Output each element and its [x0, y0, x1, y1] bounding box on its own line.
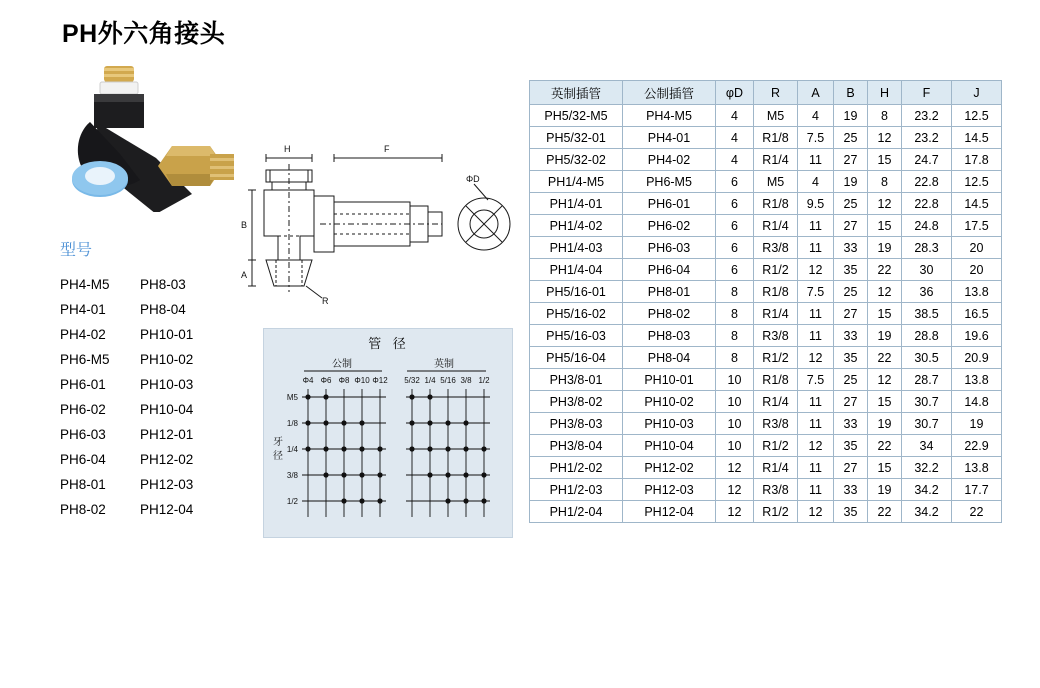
table-cell: 35	[834, 501, 868, 523]
table-cell: R1/8	[754, 127, 798, 149]
svg-text:1/4: 1/4	[286, 445, 298, 454]
table-cell: PH8-02	[623, 303, 716, 325]
table-cell: 25	[834, 369, 868, 391]
table-row	[530, 413, 1002, 435]
svg-text:5/32: 5/32	[404, 376, 420, 385]
table-cell: PH4-02	[623, 149, 716, 171]
svg-text:1/4: 1/4	[424, 376, 436, 385]
table-cell: 30	[902, 259, 952, 281]
table-cell: 11	[798, 413, 834, 435]
table-cell: PH6-03	[623, 237, 716, 259]
table-cell: 17.5	[952, 215, 1002, 237]
model-code: PH10-01	[140, 327, 194, 342]
table-row	[530, 347, 1002, 369]
table-cell: 22.8	[902, 171, 952, 193]
model-code: PH6-04	[60, 452, 106, 467]
table-cell: 30.5	[902, 347, 952, 369]
model-code: PH12-04	[140, 502, 194, 517]
table-cell: 11	[798, 479, 834, 501]
table-cell: R1/4	[754, 457, 798, 479]
table-cell: R1/2	[754, 435, 798, 457]
table-cell: 25	[834, 193, 868, 215]
table-row	[530, 259, 1002, 281]
svg-text:1/2: 1/2	[478, 376, 490, 385]
model-code: PH10-02	[140, 352, 194, 367]
table-cell: 22	[952, 501, 1002, 523]
table-row	[530, 127, 1002, 149]
table-body	[530, 105, 1002, 523]
table-cell: R1/2	[754, 501, 798, 523]
table-cell: PH1/4-03	[530, 237, 623, 259]
table-cell: PH5/32-M5	[530, 105, 623, 127]
table-cell: 12	[868, 369, 902, 391]
table-cell: PH3/8-03	[530, 413, 623, 435]
table-cell: 12	[716, 479, 754, 501]
table-cell: 34	[902, 435, 952, 457]
model-code: PH8-01	[60, 477, 106, 492]
table-cell: 22	[868, 259, 902, 281]
model-code: PH8-03	[140, 277, 186, 292]
table-cell: 10	[716, 413, 754, 435]
table-cell: 25	[834, 281, 868, 303]
table-cell: PH1/4-04	[530, 259, 623, 281]
table-cell: R3/8	[754, 479, 798, 501]
table-cell: 12	[868, 127, 902, 149]
svg-text:B: B	[241, 220, 248, 230]
column-header: A	[798, 81, 834, 105]
svg-text:A: A	[241, 270, 248, 280]
svg-text:5/16: 5/16	[440, 376, 456, 385]
table-cell: PH8-04	[623, 347, 716, 369]
table-row	[530, 193, 1002, 215]
table-cell: 34.2	[902, 501, 952, 523]
list-item	[60, 372, 260, 397]
svg-text:径: 径	[273, 451, 283, 462]
column-header: B	[834, 81, 868, 105]
model-code: PH8-04	[140, 302, 186, 317]
table-cell: R1/4	[754, 149, 798, 171]
table-cell: PH1/2-04	[530, 501, 623, 523]
table-cell: 12	[798, 501, 834, 523]
column-header: 公制插管	[623, 81, 716, 105]
table-cell: 34.2	[902, 479, 952, 501]
model-code: PH12-03	[140, 477, 194, 492]
model-code: PH6-01	[60, 377, 106, 392]
list-item	[60, 422, 260, 447]
table-cell: 27	[834, 149, 868, 171]
table-cell: 33	[834, 237, 868, 259]
table-row	[530, 303, 1002, 325]
svg-text:H: H	[284, 144, 291, 154]
svg-text:公制: 公制	[332, 359, 352, 370]
table-cell: 12	[798, 259, 834, 281]
table-cell: PH8-03	[623, 325, 716, 347]
table-cell: 27	[834, 303, 868, 325]
table-cell: R3/8	[754, 237, 798, 259]
table-cell: R3/8	[754, 413, 798, 435]
table-row	[530, 215, 1002, 237]
table-cell: 12	[716, 501, 754, 523]
table-cell: PH6-M5	[623, 171, 716, 193]
table-cell: 30.7	[902, 413, 952, 435]
table-cell: 11	[798, 215, 834, 237]
list-item	[60, 497, 260, 522]
table-cell: 13.8	[952, 369, 1002, 391]
list-item	[60, 347, 260, 372]
table-cell: 16.5	[952, 303, 1002, 325]
table-row	[530, 105, 1002, 127]
table-cell: M5	[754, 105, 798, 127]
table-cell: 6	[716, 237, 754, 259]
table-cell: 8	[716, 281, 754, 303]
table-cell: PH5/16-02	[530, 303, 623, 325]
model-code: PH4-01	[60, 302, 106, 317]
table-cell: 27	[834, 457, 868, 479]
svg-text:Φ8: Φ8	[338, 376, 350, 385]
table-cell: 36	[902, 281, 952, 303]
list-item	[60, 447, 260, 472]
table-row	[530, 325, 1002, 347]
table-cell: 7.5	[798, 281, 834, 303]
table-cell: 10	[716, 391, 754, 413]
svg-text:Φ10: Φ10	[354, 376, 370, 385]
table-cell: PH1/2-03	[530, 479, 623, 501]
svg-text:Φ4: Φ4	[302, 376, 314, 385]
table-row	[530, 149, 1002, 171]
table-cell: 22	[868, 501, 902, 523]
table-header-row	[530, 81, 1002, 105]
table-cell: PH5/16-01	[530, 281, 623, 303]
table-cell: 13.8	[952, 457, 1002, 479]
table-cell: 30.7	[902, 391, 952, 413]
table-cell: PH3/8-04	[530, 435, 623, 457]
list-item	[60, 322, 260, 347]
table-cell: 22.9	[952, 435, 1002, 457]
table-cell: 19	[952, 413, 1002, 435]
table-cell: 6	[716, 171, 754, 193]
table-cell: R1/4	[754, 215, 798, 237]
table-cell: 9.5	[798, 193, 834, 215]
model-code: PH12-01	[140, 427, 194, 442]
model-code: PH12-02	[140, 452, 194, 467]
table-cell: 24.7	[902, 149, 952, 171]
table-cell: 8	[868, 105, 902, 127]
table-cell: PH12-03	[623, 479, 716, 501]
table-cell: 33	[834, 479, 868, 501]
table-cell: 12.5	[952, 105, 1002, 127]
table-cell: 6	[716, 193, 754, 215]
table-cell: 28.7	[902, 369, 952, 391]
table-cell: 14.5	[952, 127, 1002, 149]
table-cell: 10	[716, 369, 754, 391]
table-cell: 25	[834, 127, 868, 149]
table-cell: PH3/8-01	[530, 369, 623, 391]
svg-text:F: F	[384, 144, 390, 154]
table-cell: PH12-04	[623, 501, 716, 523]
column-header: H	[868, 81, 902, 105]
table-cell: 4	[798, 105, 834, 127]
svg-text:1/2: 1/2	[286, 497, 298, 506]
table-cell: 11	[798, 237, 834, 259]
product-photo	[60, 62, 250, 212]
svg-text:3/8: 3/8	[460, 376, 472, 385]
table-cell: PH1/2-02	[530, 457, 623, 479]
table-cell: 8	[868, 171, 902, 193]
svg-text:英制: 英制	[434, 359, 454, 370]
table-cell: 35	[834, 259, 868, 281]
table-cell: 14.8	[952, 391, 1002, 413]
table-cell: PH1/4-01	[530, 193, 623, 215]
table-cell: 27	[834, 391, 868, 413]
svg-text:3/8: 3/8	[286, 471, 298, 480]
table-row	[530, 391, 1002, 413]
table-cell: PH1/4-02	[530, 215, 623, 237]
table-cell: 38.5	[902, 303, 952, 325]
svg-text:牙: 牙	[273, 437, 283, 448]
table-cell: PH5/32-01	[530, 127, 623, 149]
column-header: J	[952, 81, 1002, 105]
model-code: PH8-02	[60, 502, 106, 517]
table-cell: 8	[716, 347, 754, 369]
table-cell: PH10-04	[623, 435, 716, 457]
model-code: PH4-M5	[60, 277, 110, 292]
table-cell: 23.2	[902, 105, 952, 127]
table-cell: 24.8	[902, 215, 952, 237]
table-cell: 23.2	[902, 127, 952, 149]
table-cell: 22.8	[902, 193, 952, 215]
table-cell: 11	[798, 303, 834, 325]
pipe-diameter-chart	[263, 328, 513, 538]
table-cell: PH3/8-02	[530, 391, 623, 413]
table-cell: 15	[868, 215, 902, 237]
table-cell: 4	[716, 149, 754, 171]
table-cell: 28.3	[902, 237, 952, 259]
table-cell: PH5/16-04	[530, 347, 623, 369]
table-cell: PH8-01	[623, 281, 716, 303]
table-cell: 12	[798, 435, 834, 457]
svg-text:1/8: 1/8	[286, 419, 298, 428]
table-cell: 20.9	[952, 347, 1002, 369]
table-cell: 7.5	[798, 369, 834, 391]
table-cell: 33	[834, 325, 868, 347]
list-item	[60, 272, 260, 297]
table-cell: R1/4	[754, 391, 798, 413]
table-row	[530, 171, 1002, 193]
table-cell: 19	[868, 479, 902, 501]
table-cell: R1/8	[754, 281, 798, 303]
table-cell: 20	[952, 237, 1002, 259]
table-cell: 33	[834, 413, 868, 435]
model-code: PH4-02	[60, 327, 106, 342]
table-cell: 35	[834, 435, 868, 457]
table-cell: PH10-01	[623, 369, 716, 391]
table-cell: 13.8	[952, 281, 1002, 303]
list-item	[60, 397, 260, 422]
table-cell: 8	[716, 303, 754, 325]
table-row	[530, 501, 1002, 523]
table-cell: 12.5	[952, 171, 1002, 193]
table-row	[530, 281, 1002, 303]
table-cell: 15	[868, 149, 902, 171]
table-row	[530, 479, 1002, 501]
svg-text:Φ12: Φ12	[372, 376, 388, 385]
column-header: φD	[716, 81, 754, 105]
table-cell: PH6-04	[623, 259, 716, 281]
table-cell: 20	[952, 259, 1002, 281]
table-cell: R1/4	[754, 303, 798, 325]
table-cell: 12	[716, 457, 754, 479]
table-cell: 15	[868, 303, 902, 325]
table-row	[530, 457, 1002, 479]
table-row	[530, 237, 1002, 259]
table-cell: PH10-03	[623, 413, 716, 435]
table-cell: 32.2	[902, 457, 952, 479]
table-cell: 7.5	[798, 127, 834, 149]
table-cell: PH5/32-02	[530, 149, 623, 171]
model-code: PH10-04	[140, 402, 194, 417]
table-cell: 4	[716, 127, 754, 149]
table-cell: R1/8	[754, 369, 798, 391]
list-item	[60, 472, 260, 497]
svg-text:M5: M5	[286, 393, 298, 402]
table-cell: 17.8	[952, 149, 1002, 171]
table-cell: 11	[798, 149, 834, 171]
table-cell: 11	[798, 457, 834, 479]
table-cell: 15	[868, 457, 902, 479]
column-header: R	[754, 81, 798, 105]
table-cell: PH10-02	[623, 391, 716, 413]
model-code: PH10-03	[140, 377, 194, 392]
table-cell: 35	[834, 347, 868, 369]
table-cell: 12	[798, 347, 834, 369]
table-row	[530, 369, 1002, 391]
table-cell: PH12-02	[623, 457, 716, 479]
table-cell: 19.6	[952, 325, 1002, 347]
table-cell: PH6-01	[623, 193, 716, 215]
table-cell: PH5/16-03	[530, 325, 623, 347]
table-cell: PH6-02	[623, 215, 716, 237]
table-cell: 4	[798, 171, 834, 193]
table-cell: 17.7	[952, 479, 1002, 501]
table-cell: PH4-01	[623, 127, 716, 149]
table-cell: R3/8	[754, 325, 798, 347]
table-cell: R1/8	[754, 193, 798, 215]
table-cell: 6	[716, 259, 754, 281]
table-cell: 19	[868, 325, 902, 347]
table-cell: 19	[868, 237, 902, 259]
model-heading: 型号	[60, 242, 93, 259]
table-cell: 15	[868, 391, 902, 413]
table-cell: 22	[868, 347, 902, 369]
table-cell: 10	[716, 435, 754, 457]
table-cell: 22	[868, 435, 902, 457]
table-cell: 11	[798, 391, 834, 413]
page-title: PH外六角接头	[62, 20, 226, 48]
table-cell: 12	[868, 281, 902, 303]
model-code: PH6-M5	[60, 352, 110, 367]
svg-text:R: R	[322, 296, 329, 306]
column-header: F	[902, 81, 952, 105]
table-cell: 12	[868, 193, 902, 215]
model-list	[60, 272, 260, 522]
table-cell: PH1/4-M5	[530, 171, 623, 193]
technical-drawing	[236, 140, 526, 320]
table-cell: 14.5	[952, 193, 1002, 215]
table-cell: 19	[834, 105, 868, 127]
pipe-chart-title: 管 径	[368, 336, 410, 351]
table-cell: 28.8	[902, 325, 952, 347]
table-cell: 6	[716, 215, 754, 237]
table-row	[530, 435, 1002, 457]
model-code: PH6-03	[60, 427, 106, 442]
list-item	[60, 297, 260, 322]
model-code: PH6-02	[60, 402, 106, 417]
table-cell: 27	[834, 215, 868, 237]
table-cell: 11	[798, 325, 834, 347]
table-cell: 19	[868, 413, 902, 435]
svg-text:ΦD: ΦD	[466, 174, 480, 184]
table-cell: 4	[716, 105, 754, 127]
table-cell: 8	[716, 325, 754, 347]
table-cell: R1/2	[754, 347, 798, 369]
column-header: 英制插管	[530, 81, 623, 105]
table-cell: PH4-M5	[623, 105, 716, 127]
table-cell: R1/2	[754, 259, 798, 281]
svg-text:Φ6: Φ6	[320, 376, 332, 385]
table-cell: M5	[754, 171, 798, 193]
table-cell: 19	[834, 171, 868, 193]
spec-table	[529, 80, 1002, 523]
